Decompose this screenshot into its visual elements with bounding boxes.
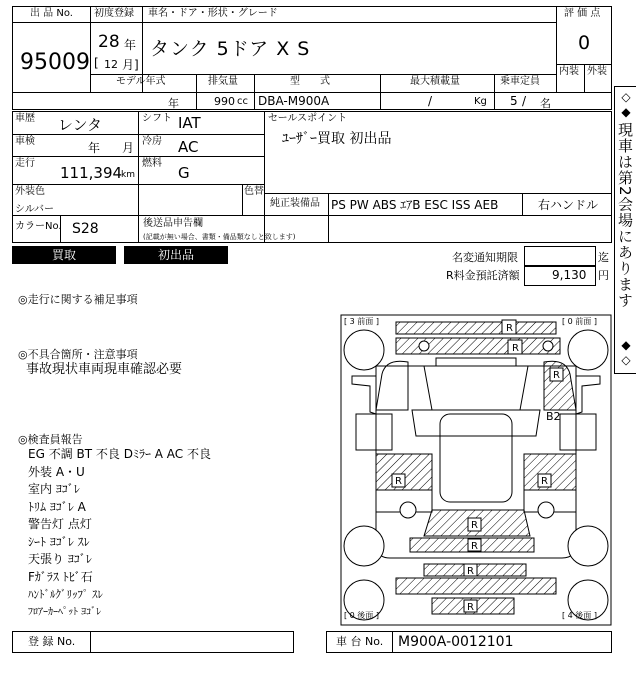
- svg-text:R: R: [506, 323, 513, 334]
- aftermarket-label: 後送品申告欄: [143, 218, 203, 229]
- first-registration-year: 28: [98, 32, 120, 52]
- shift-value: IAT: [178, 114, 201, 132]
- capacity-value: 5: [510, 94, 518, 108]
- shift-label: シフト: [142, 113, 172, 124]
- aftermarket-note: (記載が無い場合、書類・備品類なしと致します): [143, 233, 296, 241]
- buy-badge: 買取: [12, 246, 116, 264]
- svg-text:R: R: [471, 541, 478, 552]
- inspector-line: 警告灯 点灯: [28, 517, 92, 531]
- car-name-label: 車名・ドア・形状・グレード: [148, 8, 278, 19]
- exterior-label: 外装: [587, 66, 607, 77]
- model-year-unit: 年: [168, 97, 179, 110]
- inspector-line: ﾄﾘﾑ ﾖｺﾞﾚ A: [28, 499, 86, 514]
- max-load-unit: Kg: [474, 96, 487, 107]
- car-damage-diagram: [340, 314, 612, 626]
- lot-label: 出 品 No.: [30, 8, 73, 19]
- color-value: シルバー: [15, 204, 55, 215]
- inspector-line: ﾌﾛｱｰｶｰﾍﾟｯﾄ ﾖｺﾞﾚ: [28, 606, 102, 618]
- displacement-label: 排気量: [208, 76, 238, 87]
- recycle-unit: 円: [598, 269, 609, 282]
- roof: [440, 414, 512, 502]
- svg-text:B2: B2: [546, 410, 561, 423]
- rear-bumper-lower: [396, 578, 556, 594]
- displacement-value: 990: [214, 95, 235, 108]
- score-label: 評 価 点: [564, 8, 601, 19]
- corner-bottom-right: [ 4 後面 ]: [562, 611, 597, 620]
- interior-label: 内装: [559, 66, 579, 77]
- color-no-value: S28: [72, 221, 99, 237]
- defects-title: ◎不具合箇所・注意事項: [18, 348, 138, 361]
- max-load-label: 最大積載量: [410, 76, 460, 87]
- color-label: 外装色: [15, 186, 45, 197]
- inspector-line: 室内 ﾖｺﾞﾚ: [28, 482, 80, 496]
- first-registration-month: 12: [104, 58, 118, 71]
- color-no-label: カラーNo.: [15, 221, 62, 232]
- recycle-value: 9,130: [552, 268, 587, 282]
- chassis-label: 車 台 No.: [336, 635, 384, 648]
- year-unit: 年: [124, 38, 137, 52]
- svg-text:R: R: [467, 602, 474, 613]
- inspector-line: ﾊﾝﾄﾞﾙｸﾞﾘｯﾌﾟ ｽﾚ: [28, 588, 103, 601]
- corner-bottom-left: [ 0 後面 ]: [344, 611, 379, 620]
- defects-text: 事故現状車両現車確認必要: [26, 362, 183, 377]
- capacity-unit: 名: [540, 97, 551, 110]
- fuel-value: G: [178, 164, 190, 182]
- inspection-year-unit: 年: [88, 141, 101, 155]
- ac-value: AC: [178, 138, 199, 156]
- model-label: 型 式: [290, 76, 330, 87]
- car-name: タンク 5ドア X S: [150, 38, 311, 60]
- inspector-title: ◎検査員報告: [18, 433, 83, 446]
- equipment-label: 純正装備品: [270, 198, 320, 209]
- inspector-line: Fｶﾞﾗｽ ﾄﾋﾞ石: [28, 569, 93, 584]
- score-value: 0: [578, 32, 591, 54]
- side-note-top-marks: ◇◆: [619, 90, 633, 120]
- inspector-line: 外装 A・U: [28, 464, 85, 479]
- svg-text:R: R: [467, 566, 474, 577]
- inspection-month-unit: 月: [122, 141, 135, 155]
- side-note-bottom-marks: ◆◇: [619, 338, 633, 368]
- svg-text:R: R: [541, 476, 548, 487]
- registration-label: 登 録 No.: [28, 635, 76, 648]
- inspector-lines: [28, 446, 211, 621]
- month-close-bracket: 月]: [122, 58, 139, 72]
- ac-label: 冷房: [142, 136, 162, 147]
- equipment-value: PS PW ABS ｴｱB ESC ISS AEB: [331, 198, 499, 212]
- svg-text:R: R: [553, 370, 560, 381]
- mileage-unit: km: [121, 170, 135, 180]
- model-year-label: モデル年式: [116, 76, 166, 87]
- steering-value: 右ハンドル: [538, 198, 599, 212]
- svg-text:R: R: [512, 343, 519, 354]
- inspector-line: 天張り ﾖｺﾞﾚ: [28, 552, 92, 566]
- name-change-box: [524, 246, 596, 266]
- svg-text:R: R: [395, 476, 402, 487]
- max-load-slash: /: [428, 94, 433, 108]
- history-label: 車歴: [15, 113, 35, 124]
- displacement-unit: cc: [237, 96, 248, 107]
- inspector-line: ｼｰﾄ ﾖｺﾞﾚ ｽﾚ: [28, 534, 90, 549]
- inspector-line: EG 不調 BT 不良 Dﾐﾗｰ A AC 不良: [28, 447, 211, 461]
- wheel-front-right-top: [568, 330, 608, 370]
- mileage-value: 111,394: [60, 164, 123, 182]
- wheel-front-left-top: [344, 330, 384, 370]
- front-bumper-upper: [396, 322, 556, 334]
- inspection-label: 車検: [15, 136, 35, 147]
- name-change-unit: 迄: [598, 251, 609, 264]
- name-change-label: 名変通知期限: [452, 251, 518, 264]
- color-change-label: 色替: [244, 186, 264, 197]
- side-note-text: 現車は第2会場にあります: [616, 122, 634, 309]
- hood: [424, 366, 528, 410]
- corner-top-left: [ 3 前面 ]: [344, 317, 379, 326]
- svg-text:R: R: [471, 520, 478, 531]
- lot-number: 95009: [20, 50, 90, 75]
- first-listing-badge: 初出品: [124, 246, 228, 264]
- capacity-slash: /: [522, 94, 527, 108]
- history-value: レンタ: [58, 116, 103, 134]
- month-open-bracket: [: [94, 56, 99, 70]
- capacity-label: 乗車定員: [500, 76, 540, 87]
- mileage-label: 走行: [15, 158, 35, 169]
- corner-top-right: [ 0 前面 ]: [562, 317, 597, 326]
- driving-notes-title: ◎走行に関する補足事項: [18, 293, 138, 306]
- sales-point-label: セールスポイント: [268, 113, 348, 124]
- model-code: DBA-M900A: [258, 94, 330, 108]
- recycle-label: R料金預託済額: [446, 269, 520, 282]
- first-registration-label: 初度登録: [94, 8, 134, 19]
- sales-point-value: ﾕｰｻﾞｰ買取 初出品: [282, 131, 392, 147]
- fuel-label: 燃料: [142, 158, 162, 169]
- chassis-number: M900A-0012101: [398, 634, 514, 650]
